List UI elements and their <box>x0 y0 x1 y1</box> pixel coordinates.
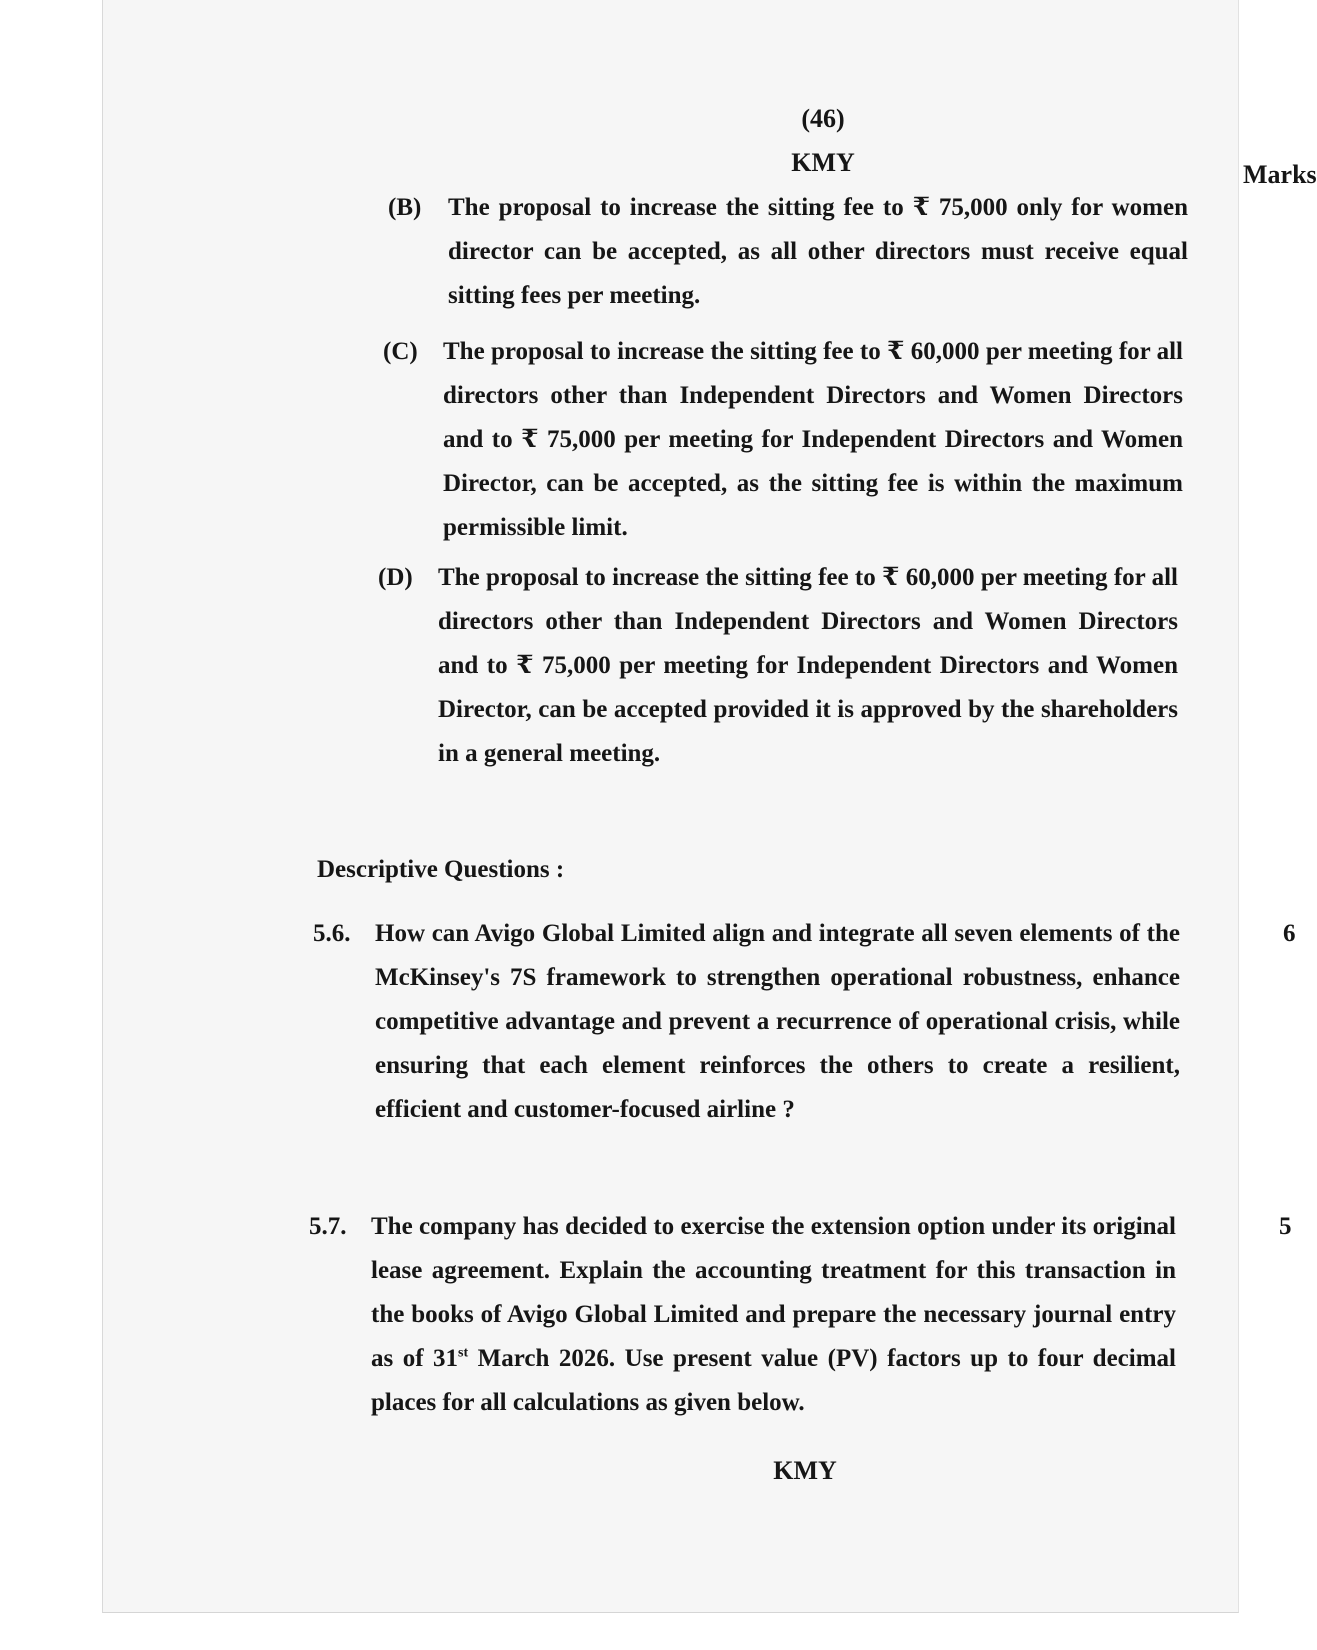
option-text: The proposal to increase the sitting fee to ₹ 60,000 per meeting for all directors other than Independent Directors and Women Directors and to ₹ 75,000 per meeting for Independent Directors and Women Director, can be accepted, as the sitting fee is within the maximum permissible limit. <box>443 338 1183 541</box>
question-text: How can Avigo Global Limited align and integrate all seven elements of the McKinsey's 7S framework to strengthen operational robustness, enhance competitive advantage and prevent a recurrence of operational crisis, while ensuring that each element reinforces the others to create a resilient, efficient and customer-focused airline ? <box>375 920 1180 1123</box>
option-text: The proposal to increase the sitting fee to ₹ 60,000 per meeting for all directors other than Independent Directors and Women Directors and to ₹ 75,000 per meeting for Independent Directors and Women Director, can be accepted provided it is approved by the shareholders in a general meeting. <box>438 564 1178 767</box>
section-heading: Descriptive Questions : <box>317 856 565 883</box>
option-label: (D) <box>378 564 413 591</box>
question-text-part-2: March 2026. Use present value (PV) factors up to four decimal places for all calculations as given below. <box>371 1345 1176 1416</box>
question-number: 5.6. <box>313 920 351 947</box>
paper-code-bottom: KMY <box>773 1456 837 1485</box>
question-marks: 6 <box>1283 920 1296 947</box>
option-label: (C) <box>383 338 418 365</box>
paper-code-top: KMY <box>791 148 855 177</box>
option-label: (B) <box>388 194 422 221</box>
question-marks: 5 <box>1279 1213 1292 1240</box>
page-number: (46) <box>801 104 845 133</box>
question-text <box>371 1205 1176 1425</box>
option-text: The proposal to increase the sitting fee to ₹ 75,000 only for women director can be accepted, as all other directors must receive equal sitting fees per meeting. <box>448 194 1188 309</box>
question-text-part-1: The company has decided to exercise the extension option under its original lease agreement. Explain the accounting treatment for this transaction in the books of Avigo Global Limited and prepare the necessary journal entry as of 31 <box>371 1213 1176 1372</box>
question-number: 5.7. <box>309 1213 347 1240</box>
exam-page <box>102 0 1317 1613</box>
marks-heading: Marks <box>1243 160 1317 189</box>
ordinal-superscript: st <box>458 1345 469 1361</box>
